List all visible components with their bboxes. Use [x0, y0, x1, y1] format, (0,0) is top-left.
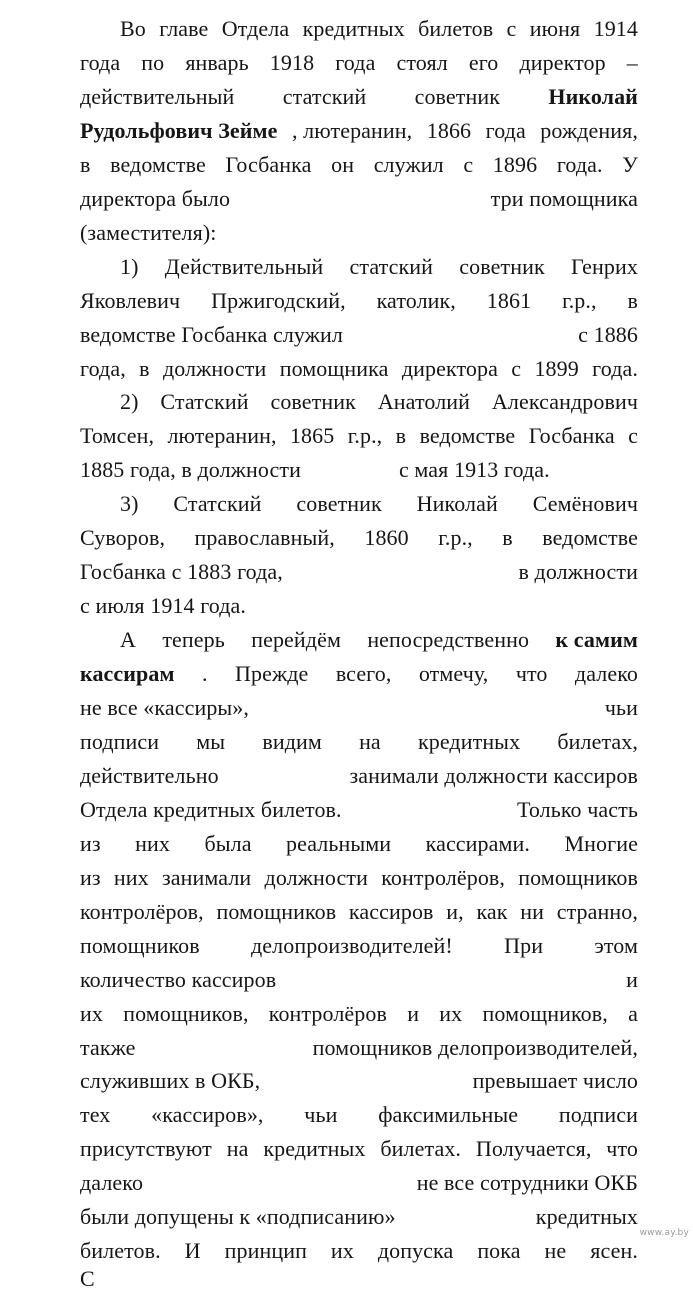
text-word: рождения, [540, 117, 638, 143]
text-word: статский [349, 253, 434, 279]
text-word: контролёров, [80, 898, 204, 924]
text-word: в должности [518, 559, 638, 585]
text-word: католик, [376, 287, 456, 313]
text-line [80, 1132, 638, 1166]
text-word: И [184, 1238, 201, 1264]
text-word: директор [519, 49, 606, 75]
text-word: на [359, 728, 381, 754]
text-word: контролёров, [381, 864, 506, 890]
text-word: Госбанка с 1883 года, [80, 559, 283, 585]
text-word: действительно [80, 762, 219, 788]
text-word: Многие [564, 830, 638, 856]
text-word: 1) [120, 253, 139, 279]
text-word: главе [159, 16, 209, 41]
text-word: с [511, 355, 522, 381]
text-word: При [504, 932, 544, 958]
text-word: из [80, 830, 101, 856]
text-line [80, 46, 638, 80]
text-word: подписи [80, 728, 160, 754]
text-word: на [226, 1136, 249, 1162]
text-word: директора [401, 355, 498, 381]
text-line [80, 895, 638, 929]
text-line [80, 589, 638, 623]
watermark: www.ay.by [639, 1228, 689, 1238]
text-line [80, 284, 638, 318]
text-word: служивших в ОКБ, [80, 1068, 261, 1094]
text-word: кредитных [263, 1136, 366, 1162]
text-word: Только часть [516, 796, 638, 822]
text-word: билетов. [80, 1238, 161, 1264]
text-word: Пржигодский, [211, 287, 346, 313]
text-word: мы [196, 728, 226, 754]
text-word: (заместителя): [80, 219, 217, 245]
text-word: года [335, 49, 376, 75]
text-word: как [476, 898, 508, 924]
text-word: А [120, 627, 136, 653]
text-line [120, 623, 638, 657]
text-word: Семёнович [532, 491, 638, 517]
text-line [80, 657, 638, 691]
text-word: принцип [224, 1238, 307, 1264]
text-word: . [201, 661, 208, 687]
text-word: Николай [548, 83, 638, 109]
text-word: с [506, 16, 517, 41]
text-word: г.р., [562, 287, 597, 313]
text-word: помощников делопроизводителей, [312, 1034, 638, 1060]
text-word: в [139, 355, 150, 381]
text-line [80, 997, 638, 1031]
text-word: чьи [604, 695, 638, 720]
text-word: кредитных [302, 16, 405, 41]
text-word: что [515, 661, 548, 687]
text-word: ведомстве [419, 423, 516, 449]
text-word: далеко [80, 1170, 144, 1196]
text-line [80, 1064, 638, 1098]
text-line [80, 318, 638, 352]
text-word: директора было [80, 185, 231, 211]
text-word: Суворов, [80, 525, 166, 551]
text-line [80, 725, 638, 759]
text-word: и [407, 1000, 420, 1026]
text-line [80, 691, 638, 725]
text-word: была [204, 830, 252, 856]
text-word: занимали [162, 864, 252, 890]
text-word: непосредственно [367, 627, 530, 653]
text-line [120, 12, 638, 46]
text-word: далеко [574, 661, 638, 687]
text-word: г.р., [347, 423, 383, 449]
text-word: Генрих [571, 253, 638, 279]
text-word: билетах. [380, 1136, 462, 1162]
text-word: кассирами. [425, 830, 531, 856]
text-word: кредитных [417, 728, 521, 754]
text-word: этом [594, 932, 638, 958]
text-word: православный, [194, 525, 335, 551]
text-word: , лютеранин, [291, 117, 413, 143]
text-word: а [628, 1000, 638, 1026]
text-line [80, 1166, 638, 1200]
text-word: по [141, 49, 165, 75]
text-word: должности [264, 864, 368, 890]
text-word: лютеранин, [167, 423, 277, 449]
text-line [80, 861, 638, 895]
text-word: июня [529, 16, 581, 41]
text-word: кассирам [80, 661, 175, 687]
text-word: года [485, 117, 526, 143]
text-word: г.р., [438, 525, 473, 551]
text-word: подписи [558, 1102, 638, 1128]
text-word: допуска [377, 1238, 454, 1264]
text-word: с [463, 151, 474, 177]
text-word: них [113, 864, 149, 890]
text-word: Прежде [235, 661, 309, 687]
text-word: кредитных [535, 1204, 638, 1230]
text-word: три помощника [490, 185, 638, 211]
text-word: Александрович [491, 389, 638, 415]
text-word: Анатолий [377, 389, 471, 415]
text-word: советник [270, 389, 356, 415]
text-line [80, 827, 638, 861]
text-word: билетах, [557, 728, 638, 754]
text-line [80, 453, 638, 487]
text-word: Статский [173, 491, 262, 517]
text-word: были допущены к «подписанию» [80, 1204, 396, 1230]
text-word: не все сотрудники ОКБ [416, 1170, 638, 1196]
text-line [80, 759, 638, 793]
text-word: не все «кассиры», [80, 695, 249, 720]
text-word: также [80, 1034, 136, 1060]
text-word: делопроизводителей! [250, 932, 453, 958]
text-word: кассиров [348, 898, 434, 924]
text-word: стоял [396, 49, 448, 75]
text-word: 1861 [486, 287, 532, 313]
text-word: действительный [80, 83, 235, 109]
text-word: их [330, 1238, 354, 1264]
text-word: с 1886 [578, 321, 638, 347]
text-word: – [626, 49, 638, 75]
text-word: помощников, [482, 1000, 608, 1026]
cut-off-text: С [80, 1266, 95, 1291]
text-word: с мая 1913 года. [398, 457, 550, 483]
text-word: занимали должности кассиров [349, 762, 638, 788]
text-word: к самим [555, 627, 638, 653]
text-line [80, 114, 638, 148]
text-line [80, 963, 638, 997]
text-line [80, 182, 638, 216]
text-word: Действительный [164, 253, 324, 279]
text-word: Томсен, [80, 423, 155, 449]
text-line [80, 555, 638, 589]
text-word: и, [446, 898, 464, 924]
text-word: ведомстве [110, 151, 206, 177]
text-word: превышает число [472, 1068, 638, 1094]
text-word: 1866 [426, 117, 472, 143]
text-word: Во [120, 16, 146, 41]
text-word: в [502, 525, 513, 551]
text-line [80, 521, 638, 555]
text-word: года [80, 49, 121, 75]
text-line [80, 1031, 638, 1065]
text-word: в [80, 151, 91, 177]
text-word: года, [80, 355, 126, 381]
text-word: что [606, 1136, 638, 1162]
text-word: с июля 1914 года. [80, 593, 247, 619]
text-word: чьи [304, 1102, 338, 1128]
text-line [120, 487, 638, 521]
text-word: 1896 [492, 151, 538, 177]
text-line [80, 352, 638, 386]
text-word: контролёров [268, 1000, 387, 1026]
text-line [120, 250, 638, 284]
text-line [80, 216, 638, 250]
text-word: Отдела кредитных билетов. [80, 796, 342, 822]
text-word: всего, [335, 661, 392, 687]
text-word: помощников [518, 864, 638, 890]
text-line [80, 80, 638, 114]
text-word: года. [556, 151, 603, 177]
text-word [308, 453, 392, 487]
text-line [80, 793, 638, 827]
text-line [120, 385, 638, 419]
text-word: 2) [120, 389, 139, 415]
text-word: тех [80, 1102, 111, 1128]
text-word: Госбанка [528, 423, 615, 449]
text-word: перейдём [251, 627, 341, 653]
text-word: 1899 [534, 355, 579, 381]
text-line [80, 1200, 638, 1234]
text-word: теперь [162, 627, 225, 653]
text-word: ведомстве Госбанка служил [80, 321, 343, 347]
text-word: ясен. [590, 1238, 638, 1264]
text-word: помощника [279, 355, 389, 381]
text-word: У [622, 151, 638, 177]
text-word: 1885 года, в должности [80, 457, 301, 483]
text-word: Получается, [475, 1136, 592, 1162]
text-word: ведомстве [542, 525, 638, 551]
text-line [80, 419, 638, 453]
text-word: 1914 [593, 16, 638, 41]
text-word: 3) [120, 491, 139, 517]
text-word: них [135, 830, 170, 856]
text-word: Отдела [221, 16, 290, 41]
text-word: статский [282, 83, 367, 109]
text-word: помощников [216, 898, 337, 924]
text-word: билетов [418, 16, 494, 41]
text-word: и [626, 966, 638, 992]
text-word: советник [459, 253, 545, 279]
text-word: должности [162, 355, 267, 381]
text-word: отмечу, [418, 661, 489, 687]
text-word: реальными [286, 830, 392, 856]
text-word: Рудольфович Зейме [80, 117, 278, 143]
text-line [80, 148, 638, 182]
text-word: присутствуют [80, 1136, 212, 1162]
text-word: он [331, 151, 355, 177]
text-word: в [395, 423, 407, 449]
text-word: советник [296, 491, 382, 517]
text-word: «кассиров», [151, 1102, 264, 1128]
text-word: в [627, 287, 638, 313]
text-word: 1860 [364, 525, 409, 551]
text-line [80, 1098, 638, 1132]
text-word: Николай [416, 491, 498, 517]
text-word: факсимильные [378, 1102, 519, 1128]
text-word: Яковлевич [80, 287, 181, 313]
text-word: странно, [556, 898, 638, 924]
text-word: январь [185, 49, 249, 75]
text-line [80, 1234, 638, 1268]
text-word: советник [414, 83, 501, 109]
text-word: 1918 [269, 49, 315, 75]
text-word: не [544, 1238, 567, 1264]
text-line [80, 929, 638, 963]
text-word: помощников, [123, 1000, 249, 1026]
text-word: Госбанка [225, 151, 312, 177]
text-word: помощников [80, 932, 200, 958]
text-word: ни [520, 898, 544, 924]
text-word: количество кассиров [80, 966, 277, 992]
text-word: их [439, 1000, 463, 1026]
text-word: года. [592, 355, 638, 381]
text-word: видим [262, 728, 322, 754]
text-word: пока [477, 1238, 521, 1264]
text-word: с [628, 423, 638, 449]
text-word: его [468, 49, 499, 75]
text-word: их [80, 1000, 103, 1026]
text-word: служил [373, 151, 444, 177]
text-word: Статский [160, 389, 249, 415]
text-word: 1865 [289, 423, 335, 449]
text-word: из [80, 864, 101, 890]
